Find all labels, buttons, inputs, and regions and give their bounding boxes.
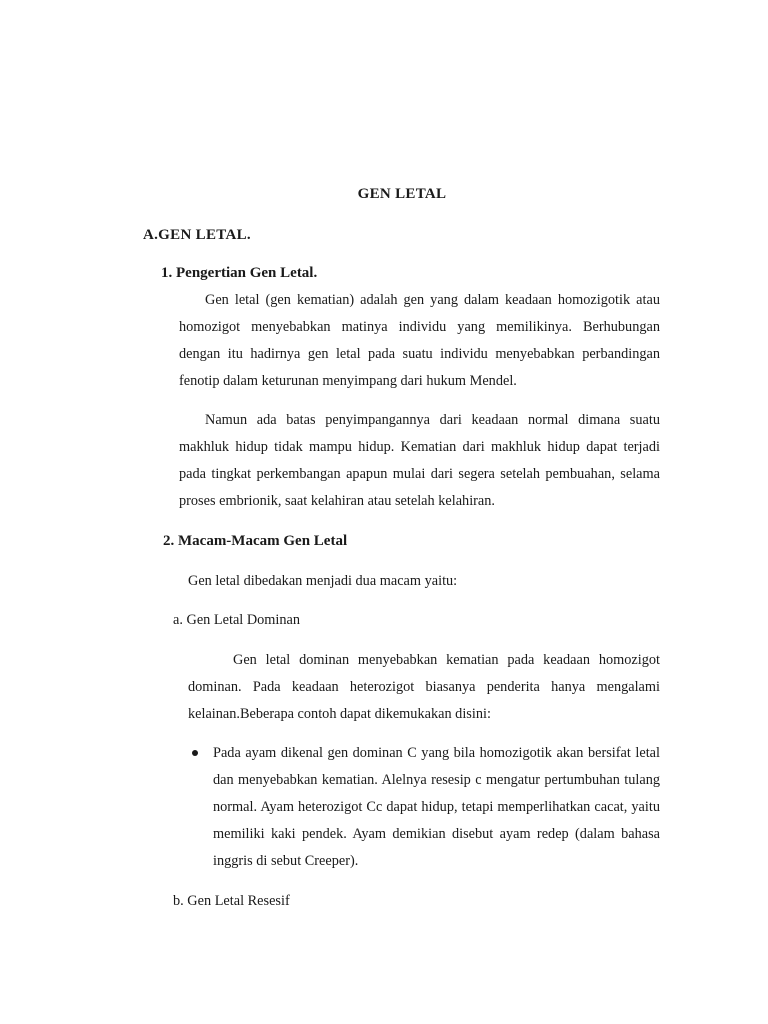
item-b-heading: b. Gen Letal Resesif bbox=[173, 893, 290, 909]
paragraph-deviation: Namun ada batas penyimpangannya dari keadaan normal dimana suatu makhluk hidup tidak mampu hidup. Kematian dari makhluk hidup dapat terjadi pada tingkat perkembangan apapun mulai dari segera setelah pembuahan, selama proses embrionik, saat kelahiran atau setelah kelahiran. bbox=[179, 412, 660, 509]
intro-line: Gen letal dibedakan menjadi dua macam yaitu: bbox=[188, 573, 458, 589]
bullet-icon bbox=[192, 750, 198, 756]
bullet-item-creeper: Pada ayam dikenal gen dominan C yang bila homozigotik akan bersifat letal dan menyebabkan kematian. Alelnya resesip c mengatur pertumbuhan tulang normal. Ayam heterozigot Cc dapat hidup, tetapi memperlihatkan cacat, yaitu memiliki kaki pendek. Ayam demikian disebut ayam redep (dalam bahasa inggris di sebut Creeper). bbox=[213, 745, 660, 869]
document-title: GEN LETAL bbox=[357, 186, 447, 202]
subheading-macam: 2. Macam-Macam Gen Letal bbox=[163, 533, 348, 549]
paragraph-dominant: Gen letal dominan menyebabkan kematian pada keadaan homozigot dominan. Pada keadaan heterozigot biasanya penderita hanya mengalami kelainan.Beberapa contoh dapat dikemukakan disini: bbox=[188, 652, 660, 722]
paragraph-definition: Gen letal (gen kematian) adalah gen yang dalam keadaan homozigotik atau homozigot menyebabkan matinya individu yang memilikinya. Berhubungan dengan itu hadirnya gen letal pada suatu individu menyebabkan perbandingan fenotip dalam keturunan menyimpang dari hukum Mendel. bbox=[179, 292, 660, 389]
item-a-heading: a. Gen Letal Dominan bbox=[173, 612, 301, 628]
section-heading: A.GEN LETAL. bbox=[143, 227, 251, 243]
subheading-pengertian: 1. Pengertian Gen Letal. bbox=[161, 265, 318, 281]
